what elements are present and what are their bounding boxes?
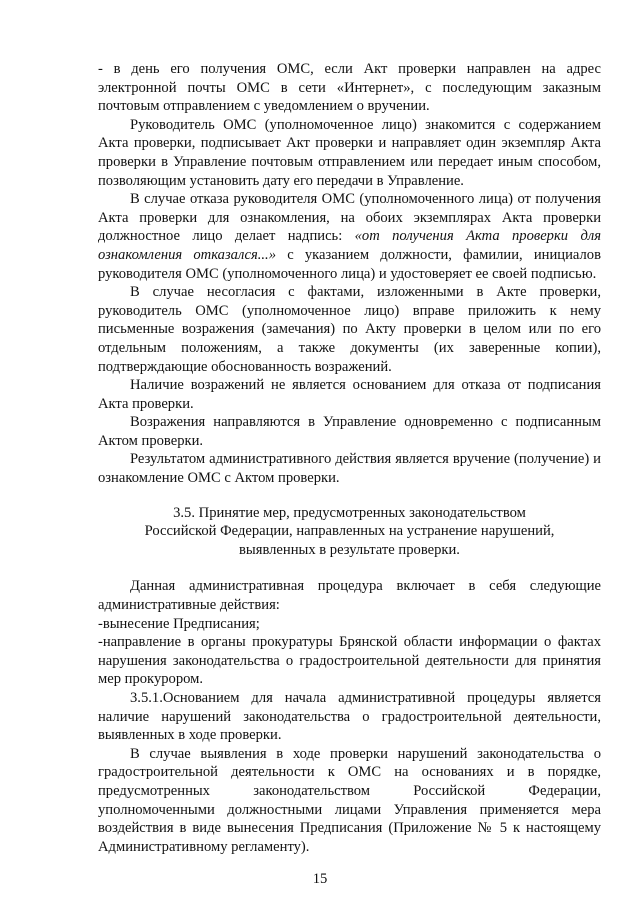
refusal-text-before: В случае отказа руководителя ОМС (уполномоченного лица) от получения Акта проверки для ознакомления, на обоих экземплярах Акта проверки должностное лицо делает надпись: [98, 191, 601, 245]
spacer [98, 488, 601, 504]
spacer [98, 559, 601, 577]
paragraph-result: Результатом административного действия является вручение (получение) и ознакомление ОМС с Актом проверки. [98, 451, 601, 487]
paragraph-head-review: Руководитель ОМС (уполномоченное лицо) знакомится с содержанием Акта проверки, подписывает Акт проверки и направляет один экземпляр Акта проверки в Управление почтовым отправлением или передает иным способом, позволяющим установить дату его передачи в Управление. [98, 116, 601, 189]
paragraph-objections-sent: Возражения направляются в Управление одновременно с подписанным Актом проверки. [98, 414, 601, 449]
refusal-inscription: «от получения Акта проверки для ознакомления отказался...» [98, 228, 601, 263]
paragraph-objections-not-ground: Наличие возражений не является основанием для отказа от подписания Акта проверки. [98, 377, 601, 412]
section-heading-line: 3.5. Принятие мер, предусмотренных законодательством [173, 504, 526, 521]
paragraph-procedure-intro: Данная административная процедура включает в себя следующие административные действия: [98, 578, 601, 614]
section-heading-line: Российской Федерации, направленных на устранение нарушений, [144, 523, 555, 540]
paragraph-disagreement: В случае несогласия с фактами, изложенными в Акте проверки, руководитель ОМС (уполномоченное лицо) вправе приложить к нему письменные возражения (замечания) по Акту проверки в целом или по его отдельным положениям, а также документы (их заверенные копии), подтверждающие обоснованность возражений. [98, 284, 601, 375]
page-number: 15 [312, 871, 328, 887]
list-item-prescription: -вынесение Предписания; [98, 615, 260, 632]
paragraph-delivery-date: - в день его получения ОМС, если Акт проверки направлен на адрес электронной почты ОМС в сети «Интернет», с последующим заказным почтовым отправлением с уведомлением о вручении. [98, 61, 601, 115]
section-heading [98, 504, 601, 560]
list-item-prosecutor: -направление в органы прокуратуры Брянской области информации о фактах нарушения законодательства о градостроительной деятельности для принятия мер прокурором. [98, 634, 601, 688]
paragraph-violations-found: В случае выявления в ходе проверки нарушений законодательства о градостроительной деятельности к ОМС на основаниях и в порядке, предусмотренных законодательством Российской Федерации, уполномоченными должностными лицами Управления применяется мера воздействия в виде вынесения Предписания (Приложение № 5 к настоящему Административному регламенту). [98, 745, 601, 855]
paragraph-3-5-1: 3.5.1.Основанием для начала административной процедуры является наличие нарушений законодательства о градостроительной деятельности, выявленных в ходе проверки. [98, 690, 601, 744]
document-body [98, 60, 601, 856]
paragraph-refusal [98, 190, 601, 283]
section-heading-line: выявленных в результате проверки. [239, 541, 460, 558]
refusal-text-after: с указанием должности, фамилии, инициалов руководителя ОМС (уполномоченного лица) и удостоверяет ее своей подписью. [98, 246, 601, 282]
